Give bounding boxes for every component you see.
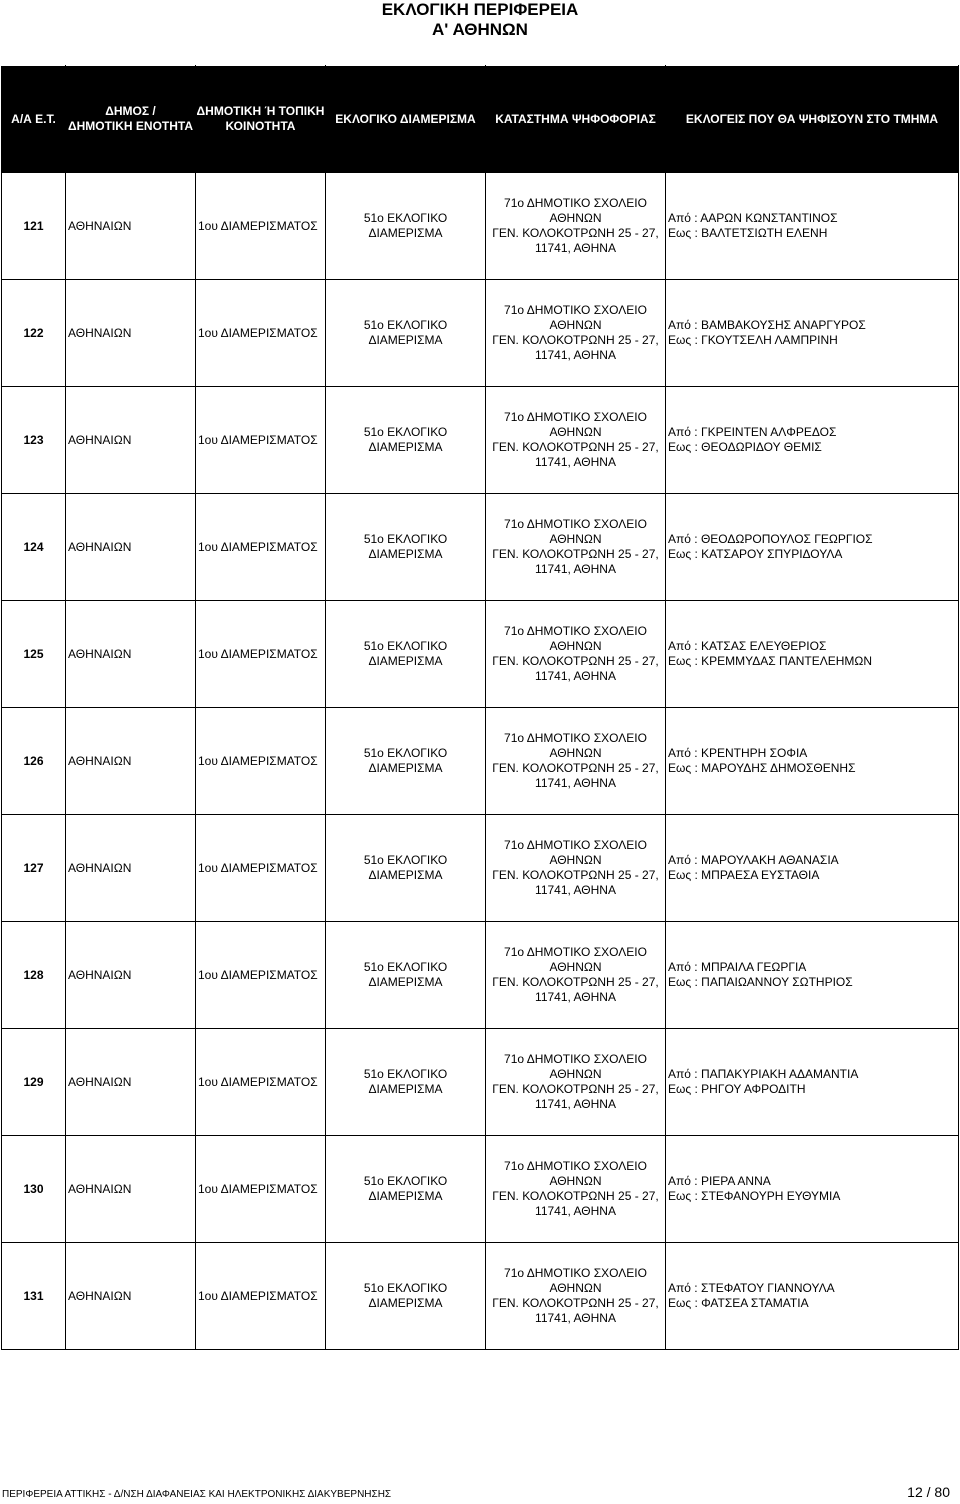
table-row <box>2 708 959 815</box>
district-line: 51ο ΕΚΛΟΓΙΚΟ <box>363 532 448 546</box>
cell-electoral-district <box>326 387 486 494</box>
district-line: 51ο ΕΚΛΟΓΙΚΟ <box>363 318 448 332</box>
polling-stations-table <box>1 65 959 1350</box>
voter-range-from: Από : ΑΑΡΩΝ ΚΩΝΣΤΑΝΤΙΝΟΣ <box>668 211 838 225</box>
cell-voter-range <box>666 387 959 494</box>
district-line: 51ο ΕΚΛΟΓΙΚΟ <box>363 425 448 439</box>
cell-polling-station <box>486 708 666 815</box>
voter-range-from: Από : ΣΤΕΦΑΤΟΥ ΓΙΑΝΝΟΥΛΑ <box>668 1281 835 1295</box>
cell-community: 1ου ΔΙΑΜΕΡΙΣΜΑΤΟΣ <box>196 387 326 494</box>
cell-polling-station <box>486 173 666 280</box>
cell-polling-station <box>486 1029 666 1136</box>
station-line: ΑΘΗΝΩΝ <box>549 639 602 653</box>
column-header-label: Α/Α Ε.Τ. <box>11 111 56 126</box>
table-row <box>2 922 959 1029</box>
column-header <box>2 66 66 173</box>
station-line: 71ο ΔΗΜΟΤΙΚΟ ΣΧΟΛΕΙΟ <box>504 945 647 959</box>
cell-community: 1ου ΔΙΑΜΕΡΙΣΜΑΤΟΣ <box>196 922 326 1029</box>
cell-number: 124 <box>2 494 66 601</box>
station-line: 71ο ΔΗΜΟΤΙΚΟ ΣΧΟΛΕΙΟ <box>504 838 647 852</box>
page-title: ΕΚΛΟΓΙΚΗ ΠΕΡΙΦΕΡΕΙΑ <box>381 0 579 19</box>
page-subtitle: Α' ΑΘΗΝΩΝ <box>432 20 528 39</box>
cell-municipality: ΑΘΗΝΑΙΩΝ <box>66 601 196 708</box>
column-header <box>326 66 486 173</box>
cell-electoral-district <box>326 708 486 815</box>
cell-voter-range <box>666 601 959 708</box>
district-line: ΔΙΑΜΕΡΙΣΜΑ <box>368 547 443 561</box>
cell-voter-range <box>666 922 959 1029</box>
column-header-label: ΕΚΛΟΓΕΙΣ ΠΟΥ ΘΑ ΨΗΦΙΣΟΥΝ ΣΤΟ ΤΜΗΜΑ <box>685 111 939 126</box>
cell-municipality: ΑΘΗΝΑΙΩΝ <box>66 708 196 815</box>
cell-community: 1ου ΔΙΑΜΕΡΙΣΜΑΤΟΣ <box>196 1136 326 1243</box>
district-line: ΔΙΑΜΕΡΙΣΜΑ <box>368 226 443 240</box>
cell-community: 1ου ΔΙΑΜΕΡΙΣΜΑΤΟΣ <box>196 815 326 922</box>
district-line: 51ο ΕΚΛΟΓΙΚΟ <box>363 1281 448 1295</box>
cell-community: 1ου ΔΙΑΜΕΡΙΣΜΑΤΟΣ <box>196 173 326 280</box>
cell-community: 1ου ΔΙΑΜΕΡΙΣΜΑΤΟΣ <box>196 708 326 815</box>
station-line: ΓΕΝ. ΚΟΛΟΚΟΤΡΩΝΗ 25 - 27, <box>492 975 659 989</box>
table-header-row <box>2 66 959 173</box>
column-header <box>66 66 196 173</box>
station-line: ΑΘΗΝΩΝ <box>549 1281 602 1295</box>
voter-range-from: Από : ΓΚΡΕΙΝΤΕΝ ΑΛΦΡΕΔΟΣ <box>668 425 837 439</box>
station-line: ΓΕΝ. ΚΟΛΟΚΟΤΡΩΝΗ 25 - 27, <box>492 333 659 347</box>
voter-range-to: Εως : ΣΤΕΦΑΝΟΥΡΗ ΕΥΘΥΜΙΑ <box>668 1189 841 1203</box>
cell-voter-range <box>666 280 959 387</box>
station-line: ΑΘΗΝΩΝ <box>549 1067 602 1081</box>
cell-voter-range <box>666 494 959 601</box>
column-header <box>196 66 326 173</box>
cell-municipality: ΑΘΗΝΑΙΩΝ <box>66 1243 196 1350</box>
station-line: 71ο ΔΗΜΟΤΙΚΟ ΣΧΟΛΕΙΟ <box>504 624 647 638</box>
district-line: ΔΙΑΜΕΡΙΣΜΑ <box>368 975 443 989</box>
cell-municipality: ΑΘΗΝΑΙΩΝ <box>66 1029 196 1136</box>
station-line: ΑΘΗΝΩΝ <box>549 853 602 867</box>
cell-electoral-district <box>326 173 486 280</box>
station-line: ΓΕΝ. ΚΟΛΟΚΟΤΡΩΝΗ 25 - 27, <box>492 1082 659 1096</box>
voter-range-to: Εως : ΘΕΟΔΩΡΙΔΟΥ ΘΕΜΙΣ <box>668 440 822 454</box>
station-line: 71ο ΔΗΜΟΤΙΚΟ ΣΧΟΛΕΙΟ <box>504 1159 647 1173</box>
footer-organization: ΠΕΡΙΦΕΡΕΙΑ ΑΤΤΙΚΗΣ - Δ/ΝΣΗ ΔΙΑΦΑΝΕΙΑΣ ΚΑΙ ΗΛΕΚΤΡΟΝΙΚΗΣ ΔΙΑΚΥΒΕΡΝΗΣΗΣ <box>2 1489 392 1500</box>
station-line: ΓΕΝ. ΚΟΛΟΚΟΤΡΩΝΗ 25 - 27, <box>492 226 659 240</box>
column-header <box>486 66 666 173</box>
cell-municipality: ΑΘΗΝΑΙΩΝ <box>66 1136 196 1243</box>
station-line: ΑΘΗΝΩΝ <box>549 960 602 974</box>
voter-range-from: Από : ΚΡΕΝΤΗΡΗ ΣΟΦΙΑ <box>668 746 808 760</box>
cell-municipality: ΑΘΗΝΑΙΩΝ <box>66 815 196 922</box>
cell-electoral-district <box>326 1029 486 1136</box>
station-line: 11741, ΑΘΗΝΑ <box>535 1204 616 1218</box>
cell-electoral-district <box>326 1136 486 1243</box>
cell-number: 121 <box>2 173 66 280</box>
cell-polling-station <box>486 922 666 1029</box>
cell-number: 130 <box>2 1136 66 1243</box>
cell-voter-range <box>666 1136 959 1243</box>
cell-municipality: ΑΘΗΝΑΙΩΝ <box>66 494 196 601</box>
station-line: ΑΘΗΝΩΝ <box>549 746 602 760</box>
column-header-label: ΚΑΤΑΣΤΗΜΑ ΨΗΦΟΦΟΡΙΑΣ <box>495 111 656 126</box>
cell-number: 126 <box>2 708 66 815</box>
district-line: 51ο ΕΚΛΟΓΙΚΟ <box>363 211 448 225</box>
cell-number: 123 <box>2 387 66 494</box>
station-line: 71ο ΔΗΜΟΤΙΚΟ ΣΧΟΛΕΙΟ <box>504 410 647 424</box>
station-line: 11741, ΑΘΗΝΑ <box>535 562 616 576</box>
cell-municipality: ΑΘΗΝΑΙΩΝ <box>66 922 196 1029</box>
station-line: 11741, ΑΘΗΝΑ <box>535 990 616 1004</box>
voter-range-to: Εως : ΠΑΠΑΙΩΑΝΝΟΥ ΣΩΤΗΡΙΟΣ <box>668 975 853 989</box>
cell-number: 129 <box>2 1029 66 1136</box>
cell-voter-range <box>666 173 959 280</box>
cell-polling-station <box>486 280 666 387</box>
voter-range-to: Εως : ΓΚΟΥΤΣΕΛΗ ΛΑΜΠΡΙΝΗ <box>668 333 838 347</box>
station-line: 11741, ΑΘΗΝΑ <box>535 348 616 362</box>
cell-voter-range <box>666 1029 959 1136</box>
district-line: 51ο ΕΚΛΟΓΙΚΟ <box>363 853 448 867</box>
cell-number: 122 <box>2 280 66 387</box>
district-line: ΔΙΑΜΕΡΙΣΜΑ <box>368 1082 443 1096</box>
station-line: ΓΕΝ. ΚΟΛΟΚΟΤΡΩΝΗ 25 - 27, <box>492 654 659 668</box>
station-line: ΓΕΝ. ΚΟΛΟΚΟΤΡΩΝΗ 25 - 27, <box>492 1296 659 1310</box>
column-header-label-line2: ΔΗΜΟΤΙΚΗ ΕΝΟΤΗΤΑ <box>67 119 194 133</box>
cell-polling-station <box>486 815 666 922</box>
cell-municipality: ΑΘΗΝΑΙΩΝ <box>66 280 196 387</box>
station-line: 11741, ΑΘΗΝΑ <box>535 1311 616 1325</box>
station-line: 11741, ΑΘΗΝΑ <box>535 455 616 469</box>
voter-range-from: Από : ΚΑΤΣΑΣ ΕΛΕΥΘΕΡΙΟΣ <box>668 639 827 653</box>
voter-range-from: Από : ΡΙΕΡΑ ΑΝΝΑ <box>668 1174 771 1188</box>
voter-range-from: Από : ΘΕΟΔΩΡΟΠΟΥΛΟΣ ΓΕΩΡΓΙΟΣ <box>668 532 873 546</box>
cell-municipality: ΑΘΗΝΑΙΩΝ <box>66 173 196 280</box>
table-row <box>2 173 959 280</box>
station-line: ΑΘΗΝΩΝ <box>549 211 602 225</box>
station-line: 11741, ΑΘΗΝΑ <box>535 1097 616 1111</box>
station-line: ΓΕΝ. ΚΟΛΟΚΟΤΡΩΝΗ 25 - 27, <box>492 761 659 775</box>
cell-community: 1ου ΔΙΑΜΕΡΙΣΜΑΤΟΣ <box>196 601 326 708</box>
cell-polling-station <box>486 1136 666 1243</box>
cell-number: 125 <box>2 601 66 708</box>
station-line: ΓΕΝ. ΚΟΛΟΚΟΤΡΩΝΗ 25 - 27, <box>492 868 659 882</box>
station-line: ΓΕΝ. ΚΟΛΟΚΟΤΡΩΝΗ 25 - 27, <box>492 1189 659 1203</box>
station-line: 71ο ΔΗΜΟΤΙΚΟ ΣΧΟΛΕΙΟ <box>504 1266 647 1280</box>
cell-electoral-district <box>326 1243 486 1350</box>
district-line: ΔΙΑΜΕΡΙΣΜΑ <box>368 868 443 882</box>
station-line: 11741, ΑΘΗΝΑ <box>535 241 616 255</box>
cell-number: 127 <box>2 815 66 922</box>
cell-number: 128 <box>2 922 66 1029</box>
district-line: 51ο ΕΚΛΟΓΙΚΟ <box>363 1067 448 1081</box>
cell-polling-station <box>486 387 666 494</box>
station-line: 71ο ΔΗΜΟΤΙΚΟ ΣΧΟΛΕΙΟ <box>504 303 647 317</box>
cell-community: 1ου ΔΙΑΜΕΡΙΣΜΑΤΟΣ <box>196 1243 326 1350</box>
voter-range-to: Εως : ΚΑΤΣΑΡΟΥ ΣΠΥΡΙΔΟΥΛΑ <box>668 547 843 561</box>
column-header-label: ΕΚΛΟΓΙΚΟ ΔΙΑΜΕΡΙΣΜΑ <box>335 111 476 126</box>
station-line: 71ο ΔΗΜΟΤΙΚΟ ΣΧΟΛΕΙΟ <box>504 517 647 531</box>
column-header-label: ΔΗΜΟΣ / <box>105 104 156 118</box>
table-row <box>2 1136 959 1243</box>
district-line: ΔΙΑΜΕΡΙΣΜΑ <box>368 440 443 454</box>
cell-municipality: ΑΘΗΝΑΙΩΝ <box>66 387 196 494</box>
cell-polling-station <box>486 1243 666 1350</box>
station-line: ΓΕΝ. ΚΟΛΟΚΟΤΡΩΝΗ 25 - 27, <box>492 547 659 561</box>
district-line: 51ο ΕΚΛΟΓΙΚΟ <box>363 960 448 974</box>
station-line: ΑΘΗΝΩΝ <box>549 425 602 439</box>
station-line: ΑΘΗΝΩΝ <box>549 1174 602 1188</box>
table-row <box>2 387 959 494</box>
voter-range-from: Από : ΒΑΜΒΑΚΟΥΣΗΣ ΑΝΑΡΓΥΡΟΣ <box>668 318 866 332</box>
cell-community: 1ου ΔΙΑΜΕΡΙΣΜΑΤΟΣ <box>196 280 326 387</box>
district-line: 51ο ΕΚΛΟΓΙΚΟ <box>363 1174 448 1188</box>
station-line: 71ο ΔΗΜΟΤΙΚΟ ΣΧΟΛΕΙΟ <box>504 731 647 745</box>
station-line: ΑΘΗΝΩΝ <box>549 532 602 546</box>
cell-electoral-district <box>326 280 486 387</box>
district-line: ΔΙΑΜΕΡΙΣΜΑ <box>368 333 443 347</box>
district-line: ΔΙΑΜΕΡΙΣΜΑ <box>368 1189 443 1203</box>
table-body <box>2 173 959 1350</box>
cell-electoral-district <box>326 922 486 1029</box>
cell-polling-station <box>486 494 666 601</box>
table-header <box>2 66 959 173</box>
table-row <box>2 1029 959 1136</box>
cell-electoral-district <box>326 601 486 708</box>
column-header-label: ΔΗΜΟΤΙΚΗ Ή ΤΟΠΙΚΗ <box>196 104 325 118</box>
voter-range-to: Εως : ΦΑΤΣΕΑ ΣΤΑΜΑΤΙΑ <box>668 1296 809 1310</box>
voter-range-to: Εως : ΡΗΓΟΥ ΑΦΡΟΔΙΤΗ <box>668 1082 806 1096</box>
column-header-label-line2: ΚΟΙΝΟΤΗΤΑ <box>225 119 296 133</box>
table-row <box>2 815 959 922</box>
table-row <box>2 280 959 387</box>
station-line: ΑΘΗΝΩΝ <box>549 318 602 332</box>
station-line: 11741, ΑΘΗΝΑ <box>535 776 616 790</box>
cell-voter-range <box>666 815 959 922</box>
district-line: ΔΙΑΜΕΡΙΣΜΑ <box>368 761 443 775</box>
column-header <box>666 66 959 173</box>
table-row <box>2 494 959 601</box>
district-line: 51ο ΕΚΛΟΓΙΚΟ <box>363 639 448 653</box>
cell-number: 131 <box>2 1243 66 1350</box>
cell-voter-range <box>666 1243 959 1350</box>
voter-range-to: Εως : ΚΡΕΜΜΥΔΑΣ ΠΑΝΤΕΛΕΗΜΩΝ <box>668 654 873 668</box>
cell-community: 1ου ΔΙΑΜΕΡΙΣΜΑΤΟΣ <box>196 494 326 601</box>
voter-range-to: Εως : ΒΑΛΤΕΤΣΙΩΤΗ ΕΛΕΝΗ <box>668 226 828 240</box>
table-row <box>2 1243 959 1350</box>
voter-range-from: Από : ΠΑΠΑΚΥΡΙΑΚΗ ΑΔΑΜΑΝΤΙΑ <box>668 1067 859 1081</box>
district-line: 51ο ΕΚΛΟΓΙΚΟ <box>363 746 448 760</box>
page-number: 12 / 80 <box>907 1484 950 1500</box>
station-line: 71ο ΔΗΜΟΤΙΚΟ ΣΧΟΛΕΙΟ <box>504 196 647 210</box>
cell-polling-station <box>486 601 666 708</box>
voter-range-from: Από : ΜΠΡΑΙΛΑ ΓΕΩΡΓΙΑ <box>668 960 807 974</box>
cell-electoral-district <box>326 815 486 922</box>
station-line: 11741, ΑΘΗΝΑ <box>535 669 616 683</box>
cell-voter-range <box>666 708 959 815</box>
cell-electoral-district <box>326 494 486 601</box>
district-line: ΔΙΑΜΕΡΙΣΜΑ <box>368 1296 443 1310</box>
station-line: 11741, ΑΘΗΝΑ <box>535 883 616 897</box>
station-line: ΓΕΝ. ΚΟΛΟΚΟΤΡΩΝΗ 25 - 27, <box>492 440 659 454</box>
voter-range-from: Από : ΜΑΡΟΥΛΑΚΗ ΑΘΑΝΑΣΙΑ <box>668 853 839 867</box>
cell-community: 1ου ΔΙΑΜΕΡΙΣΜΑΤΟΣ <box>196 1029 326 1136</box>
district-line: ΔΙΑΜΕΡΙΣΜΑ <box>368 654 443 668</box>
voter-range-to: Εως : ΜΠΡΑΕΣΑ ΕΥΣΤΑΘΙΑ <box>668 868 820 882</box>
station-line: 71ο ΔΗΜΟΤΙΚΟ ΣΧΟΛΕΙΟ <box>504 1052 647 1066</box>
voter-range-to: Εως : ΜΑΡΟΥΔΗΣ ΔΗΜΟΣΘΕΝΗΣ <box>668 761 856 775</box>
table-row <box>2 601 959 708</box>
